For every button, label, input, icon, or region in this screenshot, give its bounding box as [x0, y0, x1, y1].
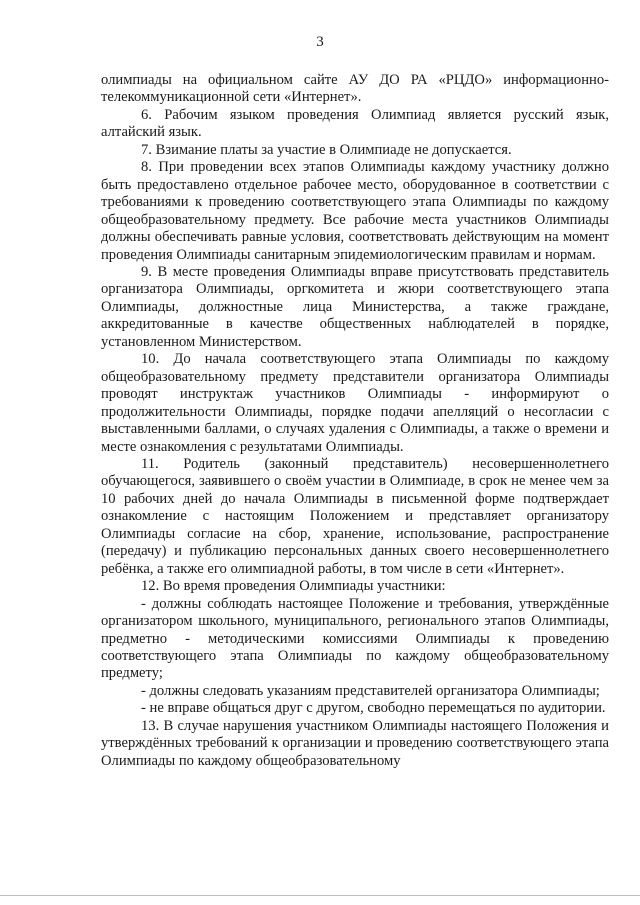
- page-bottom-edge: [0, 895, 640, 896]
- paragraph-6: 6. Рабочим языком проведения Олимпиад является русский язык, алтайский язык.: [101, 106, 609, 141]
- document-body: [101, 72, 609, 770]
- paragraph-10: 10. До начала соответствующего этапа Олимпиады по каждому общеобразовательному предмету представители организатора Олимпиады проводят инструктаж участников Олимпиады - информируют о продолжительности Олимпиады, порядке подачи апелляций о несогласии с выставленными баллами, о случаях удаления с Олимпиады, а также о времени и месте ознакомления с результатами Олимпиады.: [101, 351, 609, 455]
- list-item-follow-instructions: - должны следовать указаниям представителей организатора Олимпиады;: [141, 682, 600, 699]
- paragraph-13: 13. В случае нарушения участником Олимпиады настоящего Положения и утверждённых требований к организации и проведению соответствующего этапа Олимпиады по каждому общеобразовательному: [101, 717, 609, 769]
- list-item-no-communication: - не вправе общаться друг с другом, свободно перемещаться по аудитории.: [141, 700, 606, 717]
- paragraph-11: 11. Родитель (законный представитель) несовершеннолетнего обучающегося, заявившего о своём участии в Олимпиаде, в срок не менее чем за 10 рабочих дней до начала Олимпиады в письменной форме подтверждает ознакомление с настоящим Положением и представляет организатору Олимпиады согласие на сбор, хранение, использование, распространение (передачу) и публикацию персональных данных своего несовершеннолетнего ребёнка, а также его олимпиадной работы, в том числе в сети «Интернет».: [101, 455, 609, 577]
- page-number: 3: [316, 34, 324, 50]
- paragraph-9: 9. В месте проведения Олимпиады вправе присутствовать представитель организатора Олимпиады, оргкомитета и жюри соответствующего этапа Олимпиады, должностные лица Министерства, а также граждане, аккредитованные в качестве общественных наблюдателей в порядке, установленном Министерством.: [101, 263, 609, 350]
- paragraph-8: 8. При проведении всех этапов Олимпиады каждому участнику должно быть предоставлено отдельное рабочее место, оборудованное в соответствии с требованиями к проведению соответствующего этапа Олимпиады по каждому общеобразовательному предмету. Все рабочие места участников Олимпиады должны обеспечивать равные условия, соответствовать действующим на момент проведения Олимпиады санитарным эпидемиологическим правилам и нормам.: [101, 159, 609, 263]
- paragraph-continuation: олимпиады на официальном сайте АУ ДО РА «РЦДО» информационно-телекоммуникационной сети «Интернет».: [101, 72, 609, 106]
- list-item-observe-rules: - должны соблюдать настоящее Положение и требования, утверждённые организатором школьного, муниципального, регионального этапов Олимпиады, предметно - методическими комиссиями Олимпиады к проведению соответствующего этапа Олимпиады по каждому общеобразовательному предмету;: [101, 595, 609, 682]
- paragraph-7: 7. Взимание платы за участие в Олимпиаде не допускается.: [141, 141, 512, 158]
- paragraph-12: 12. Во время проведения Олимпиады участники:: [141, 578, 446, 595]
